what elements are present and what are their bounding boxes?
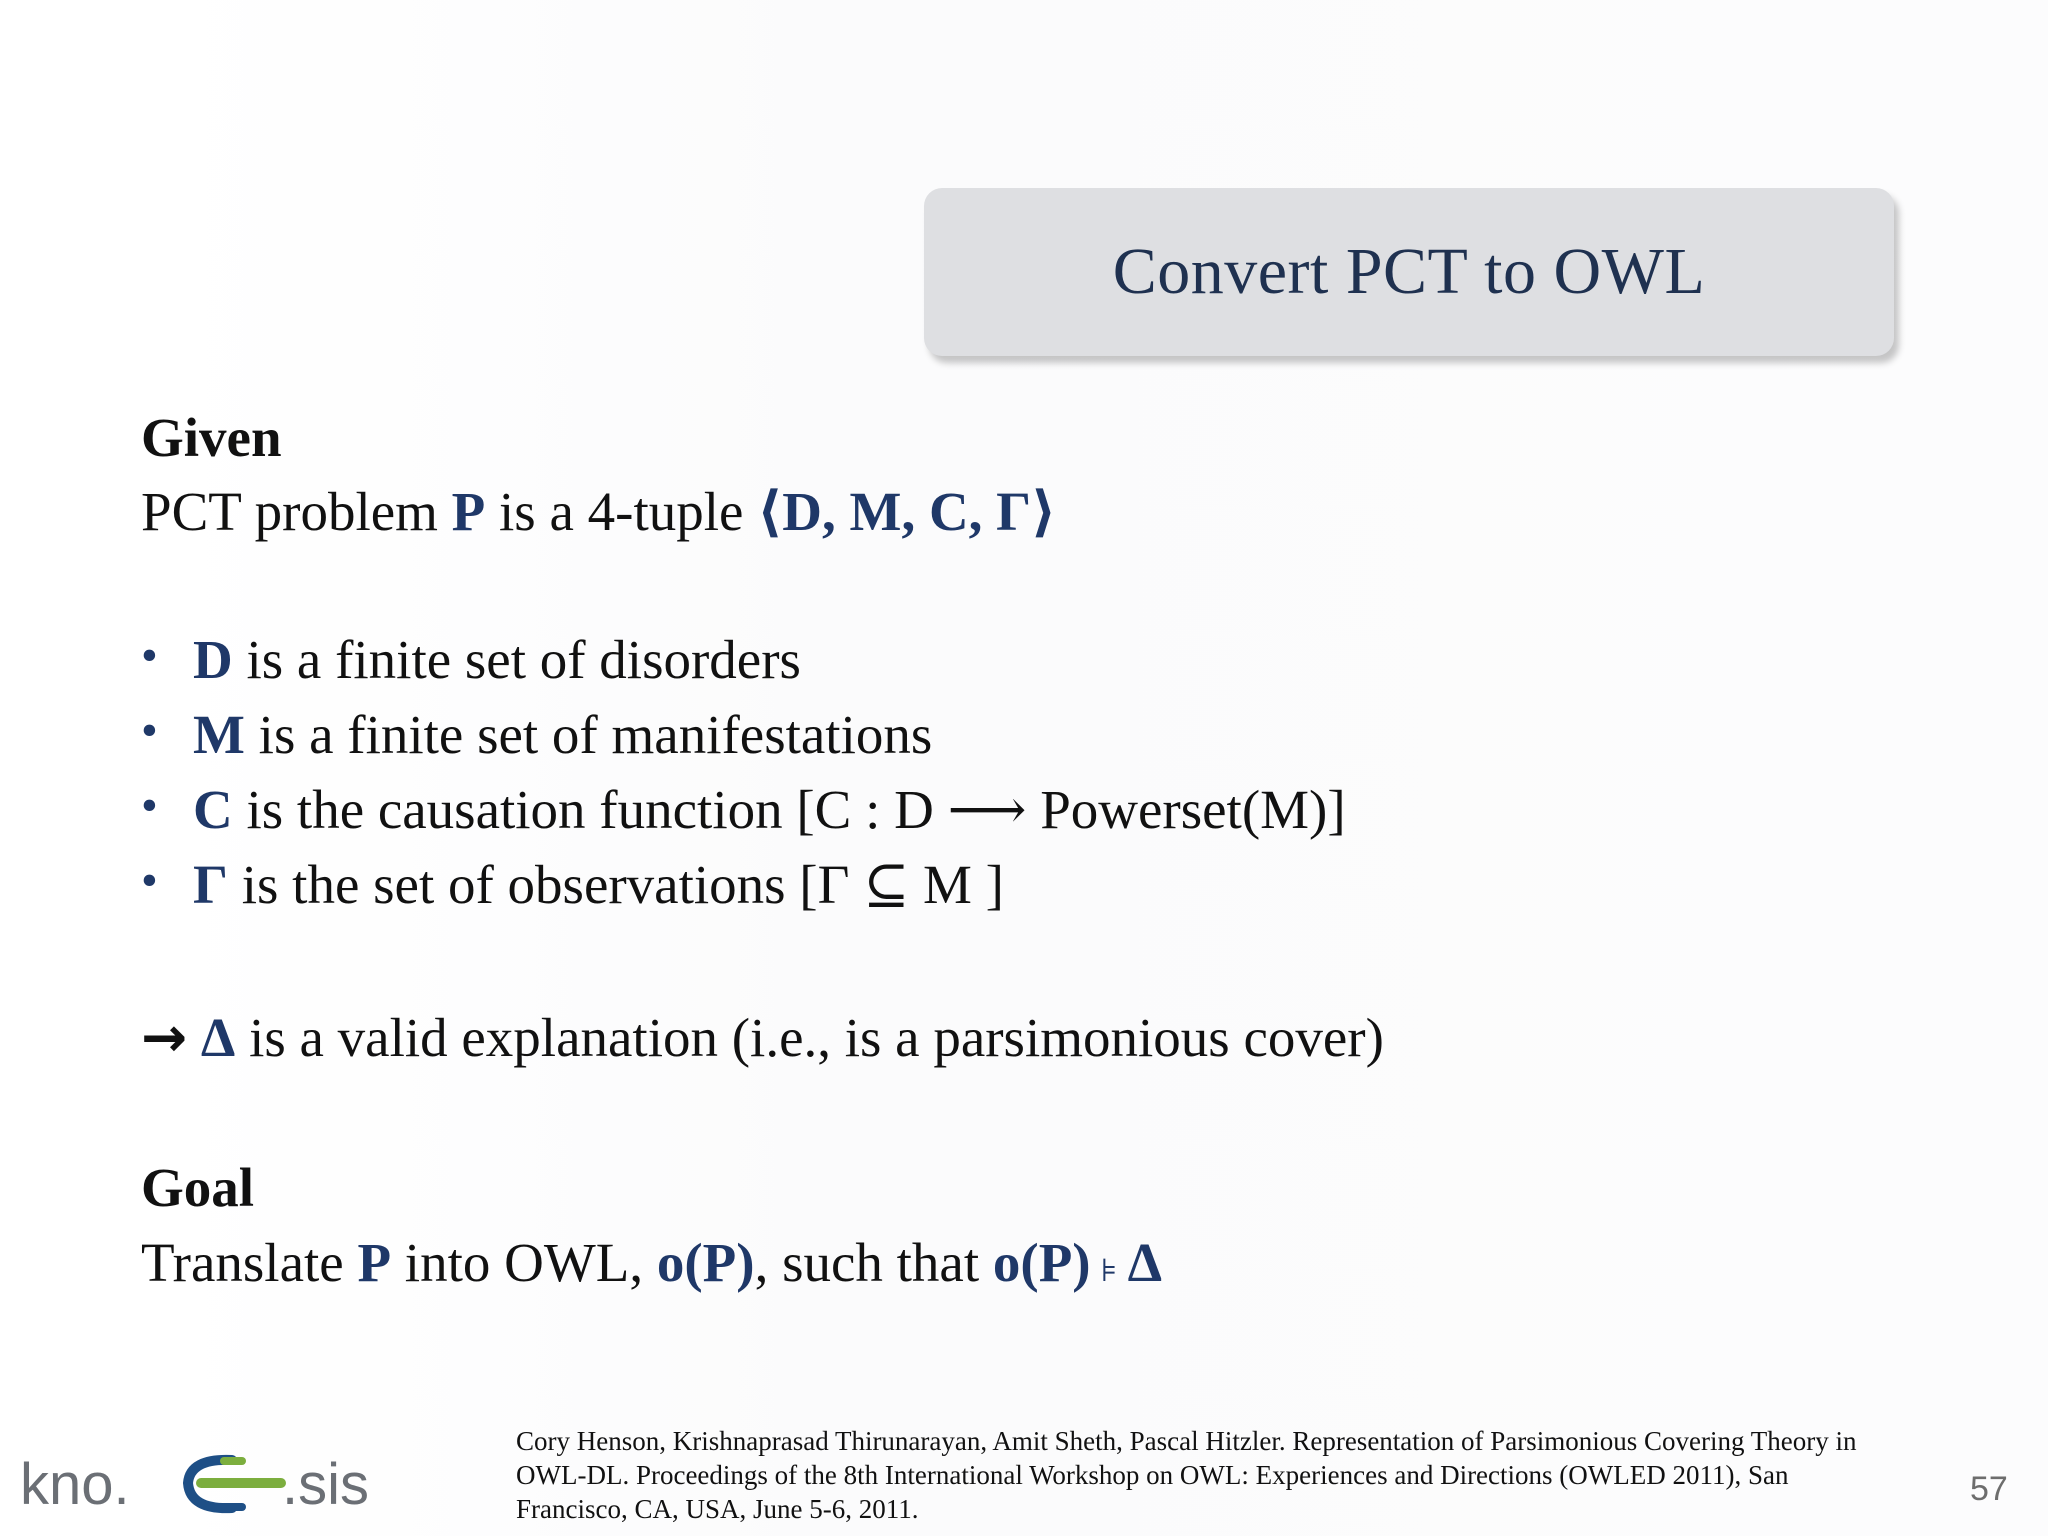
bullet-dot: • bbox=[141, 779, 158, 832]
implication-line bbox=[141, 1005, 1384, 1069]
list-item bbox=[141, 779, 1346, 857]
bullet-text: is a finite set of manifestations bbox=[244, 704, 933, 765]
bullet-text: is a finite set of disorders bbox=[232, 629, 801, 690]
goal-heading: Goal bbox=[141, 1157, 255, 1218]
list-item bbox=[141, 629, 1346, 707]
goal-prefix: Translate bbox=[141, 1232, 358, 1293]
goal-statement bbox=[141, 1232, 1163, 1293]
list-item bbox=[141, 854, 1346, 932]
tuple-prefix: PCT problem bbox=[141, 481, 452, 542]
tuple-elements: ⟨D, M, C, Γ⟩ bbox=[757, 481, 1057, 542]
goal-p: P bbox=[357, 1232, 392, 1293]
bullet-text: is the causation function [C : D ⟶ Powerset(M)] bbox=[232, 779, 1346, 840]
logo-text-left: kno. bbox=[20, 1452, 130, 1517]
implication-text: is a valid explanation (i.e., is a parsimonious cover) bbox=[235, 1007, 1384, 1068]
bullet-dot: • bbox=[141, 629, 158, 682]
goal-mid: into OWL, bbox=[391, 1232, 657, 1293]
tuple-p: P bbox=[451, 481, 486, 542]
tuple-mid: is a 4-tuple bbox=[485, 481, 758, 542]
given-heading: Given bbox=[141, 407, 282, 468]
knoesis-logo bbox=[20, 1448, 420, 1518]
goal-op1: o(P) bbox=[656, 1232, 755, 1293]
slide-title: Convert PCT to OWL bbox=[1112, 235, 1706, 308]
goal-op2: o(P) bbox=[992, 1232, 1091, 1293]
page-number: 57 bbox=[1970, 1470, 2008, 1508]
bullet-symbol: Γ bbox=[193, 854, 228, 915]
bullet-dot: • bbox=[141, 854, 158, 907]
citation: Cory Henson, Krishnaprasad Thirunarayan, Amit Sheth, Pascal Hitzler. Representation of Parsimonious Covering Theory in OWL-DL. Proceedings of the 8th International Workshop on OWL: Experiences and Directions (OWLED 2011), San Francisco, CA, USA, June 5-6, 2011. bbox=[516, 1426, 1857, 1524]
goal-delta: Δ bbox=[1127, 1232, 1163, 1293]
bullet-symbol: C bbox=[193, 779, 233, 840]
list-item bbox=[141, 704, 1346, 782]
tuple-definition bbox=[141, 481, 1057, 542]
bullet-dot: • bbox=[141, 704, 158, 757]
definition-list bbox=[141, 629, 1346, 932]
entails-symbol: ⊧ bbox=[1090, 1251, 1128, 1289]
bullet-symbol: D bbox=[193, 629, 233, 690]
bullet-symbol: M bbox=[193, 704, 245, 765]
bullet-text: is the set of observations [Γ ⊆ M ] bbox=[228, 854, 1004, 915]
logo-e-mark bbox=[188, 1457, 286, 1511]
logo-text-right: .sis bbox=[282, 1452, 369, 1517]
title-box bbox=[924, 188, 1894, 356]
arrow-icon: → bbox=[141, 1005, 188, 1069]
delta-symbol: Δ bbox=[200, 1007, 236, 1068]
goal-mid2: , such that bbox=[754, 1232, 993, 1293]
